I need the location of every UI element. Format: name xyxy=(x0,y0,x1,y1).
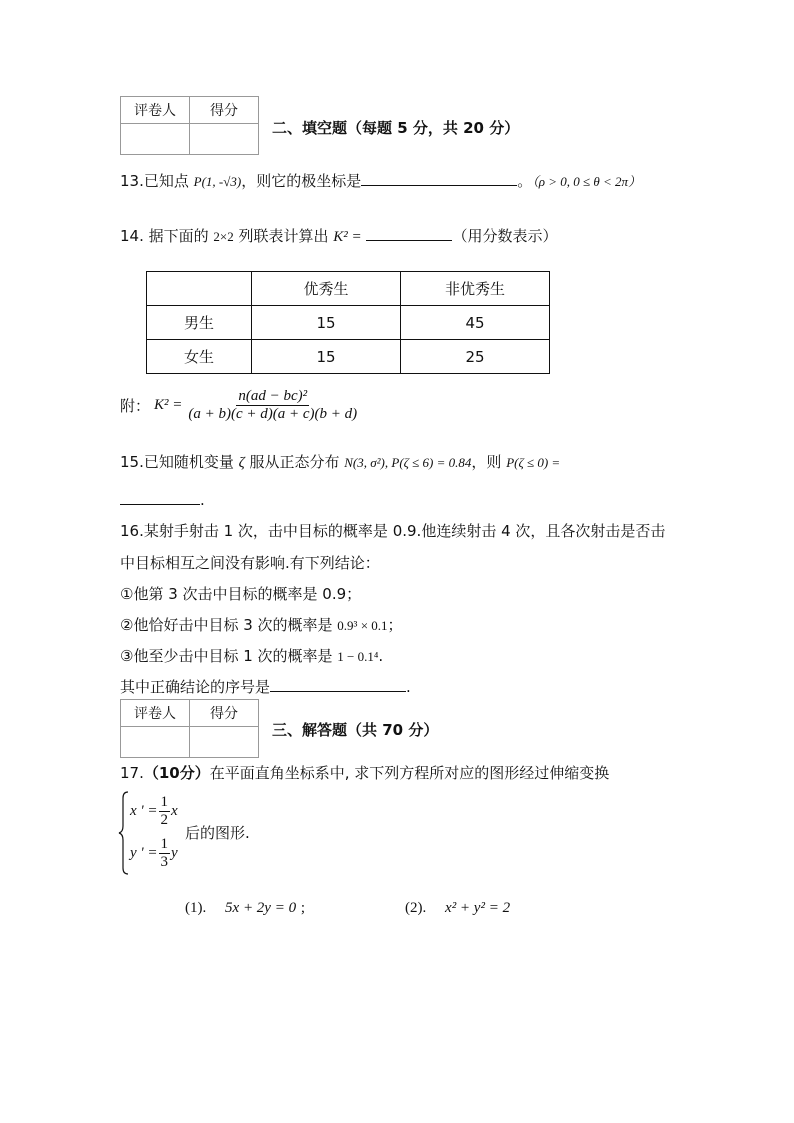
eq-x-var: x xyxy=(171,803,178,819)
formula-numerator: n(ad − bc)² xyxy=(238,388,308,404)
table-cell: 15 xyxy=(252,340,401,374)
left-brace-icon xyxy=(118,790,130,876)
q16-conclusion-1: ①他第 3 次击中目标的概率是 0.9； xyxy=(120,585,362,603)
table-header-excellent: 优秀生 xyxy=(252,272,401,306)
q16-line1: 16.某射手射击 1 次，击中目标的概率是 0.9.他连续射击 4 次，且各次射击是否击 xyxy=(120,522,666,540)
q13-answer-blank[interactable] xyxy=(361,171,517,186)
table-header-non-excellent: 非优秀生 xyxy=(401,272,550,306)
q16-c2-text: ②他恰好击中目标 3 次的概率是 xyxy=(120,616,338,634)
table-cell: 25 xyxy=(401,340,550,374)
q16-c2-math: 0.9³ × 0.1 xyxy=(337,618,388,633)
q13-middle: ，则它的极坐标是 xyxy=(241,172,362,190)
eq-x-num: 1 xyxy=(160,794,168,810)
question-17 xyxy=(120,762,609,783)
part1-label: (1). xyxy=(185,900,207,916)
q17-points: （10分） xyxy=(143,764,210,782)
q13-suffix: 。 xyxy=(517,172,533,190)
part1-equation: 5x + 2y = 0 xyxy=(225,900,297,916)
eq-y-lhs: y ' = xyxy=(130,845,158,861)
q14-prefix: 14. 据下面的 xyxy=(120,227,214,245)
chi-square-formula xyxy=(120,388,359,423)
table-row xyxy=(147,340,550,374)
table-row xyxy=(147,306,550,340)
formula-label: 附： xyxy=(120,397,151,415)
part2-label: (2). xyxy=(405,900,427,916)
eq-x-den: 2 xyxy=(160,812,168,828)
q15-var: ζ xyxy=(238,455,245,471)
q15-prefix: 15.已知随机变量 xyxy=(120,453,239,471)
contingency-table xyxy=(146,271,550,374)
q17-part2 xyxy=(405,898,510,917)
question-14 xyxy=(120,225,557,246)
q16-conclusion-3 xyxy=(120,645,383,666)
grader-reviewer-cell[interactable] xyxy=(121,124,190,155)
q17-after: 后的图形. xyxy=(185,824,250,842)
formula-lhs: K² = xyxy=(154,397,183,413)
formula-fraction xyxy=(186,388,359,423)
eq-y-den: 3 xyxy=(160,854,168,870)
q14-answer-blank[interactable] xyxy=(366,226,452,241)
q17-part1 xyxy=(185,898,305,917)
table-cell-label: 女生 xyxy=(147,340,252,374)
question-15 xyxy=(120,451,560,472)
q14-middle: 列联表计算出 xyxy=(233,227,334,245)
grader-header-score: 得分 xyxy=(190,700,259,727)
eq-y-var: y xyxy=(171,845,178,861)
table-cell: 15 xyxy=(252,306,401,340)
q16-answer-prompt: 其中正确结论的序号是 xyxy=(120,678,271,696)
q13-condition: （ρ > 0, 0 ≤ θ < 2π） xyxy=(532,174,642,189)
q16-c3-end: . xyxy=(378,647,384,665)
eq-y-fraction xyxy=(159,836,171,871)
table-cell xyxy=(147,272,252,306)
question-13 xyxy=(120,170,641,191)
table-cell: 45 xyxy=(401,306,550,340)
q13-prefix: 13.已知点 xyxy=(120,172,194,190)
q16-answer-blank[interactable] xyxy=(270,677,406,692)
q15-middle: 服从正态分布 xyxy=(244,453,345,471)
section3-title: 三、解答题（共 70 分） xyxy=(272,721,439,739)
grader-header-score: 得分 xyxy=(190,97,259,124)
q17-prefix: 17. xyxy=(120,764,144,782)
eq-y-num: 1 xyxy=(160,836,168,852)
q16-c3-math: 1 − 0.1⁴ xyxy=(337,649,379,664)
grader-score-cell[interactable] xyxy=(190,727,259,758)
formula-denominator: (a + b)(c + d)(a + c)(b + d) xyxy=(188,406,358,422)
q15-dist: N(3, σ²), P(ζ ≤ 6) = 0.84 xyxy=(344,455,472,470)
q13-point: P(1, -√3) xyxy=(193,174,242,189)
transform-eq-y xyxy=(130,836,178,871)
q15-answer-blank[interactable] xyxy=(120,490,200,505)
q16-c3-text: ③他至少击中目标 1 次的概率是 xyxy=(120,647,338,665)
grader-header-reviewer: 评卷人 xyxy=(121,97,190,124)
part2-equation: x² + y² = 2 xyxy=(445,900,511,916)
grader-header-reviewer: 评卷人 xyxy=(121,700,190,727)
q14-suffix: （用分数表示） xyxy=(452,227,558,245)
q15-answer-line xyxy=(120,490,205,509)
q17-text: 在平面直角坐标系中, 求下列方程所对应的图形经过伸缩变换 xyxy=(209,764,610,782)
q14-dims: 2×2 xyxy=(213,229,234,244)
q15-ask: P(ζ ≤ 0) = xyxy=(506,455,561,470)
table-cell-label: 男生 xyxy=(147,306,252,340)
eq-x-fraction xyxy=(159,794,171,829)
q16-answer-end: . xyxy=(406,678,411,696)
q15-middle2: ，则 xyxy=(471,453,507,471)
grader-score-cell[interactable] xyxy=(190,124,259,155)
q16-c2-end: ； xyxy=(387,616,403,634)
eq-x-lhs: x ' = xyxy=(130,803,158,819)
table-row xyxy=(147,272,550,306)
part1-end: ; xyxy=(300,900,306,916)
grader-box-section2 xyxy=(120,96,259,155)
q14-k2: K² = xyxy=(333,229,362,245)
grader-box-section3 xyxy=(120,699,259,758)
q16-answer xyxy=(120,676,411,697)
transform-eq-x xyxy=(130,794,178,829)
grader-reviewer-cell[interactable] xyxy=(121,727,190,758)
q16-conclusion-2 xyxy=(120,614,403,635)
q15-end: . xyxy=(200,491,205,509)
section2-title: 二、填空题（每题 5 分，共 20 分） xyxy=(272,119,520,137)
scaling-transform-system xyxy=(118,790,188,876)
q16-line2: 中目标相互之间没有影响.有下列结论： xyxy=(120,554,380,572)
